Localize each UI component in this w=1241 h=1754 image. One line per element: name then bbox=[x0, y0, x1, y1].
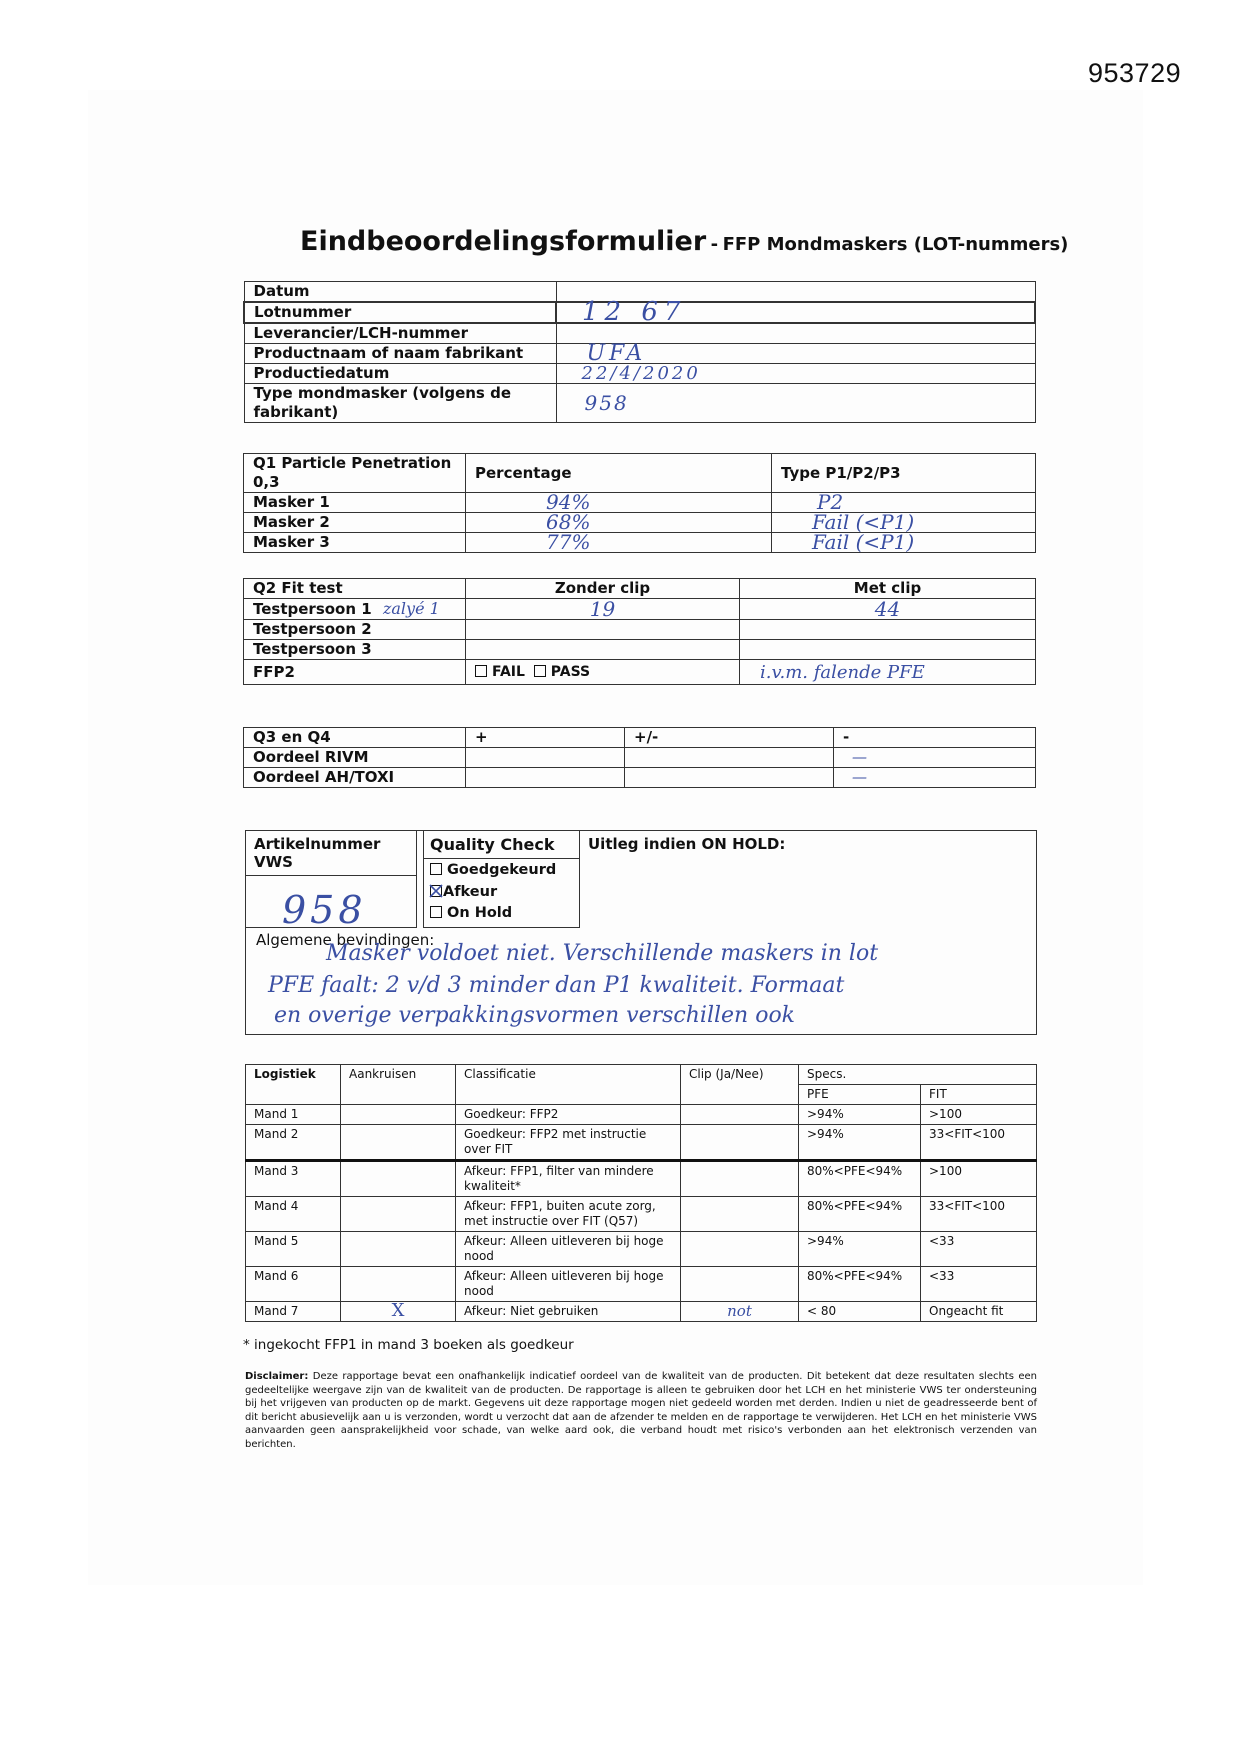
q2-header: Q2 Fit test bbox=[244, 579, 466, 599]
value-type-mondmasker: 958 bbox=[556, 384, 1035, 423]
row-productiedatum bbox=[244, 364, 1035, 384]
fail-checkbox[interactable] bbox=[475, 665, 487, 677]
q3-row-ahtoxi bbox=[244, 768, 1036, 788]
pass-label: PASS bbox=[550, 663, 591, 680]
title-dash: - bbox=[710, 234, 719, 255]
q1-col-type: Type P1/P2/P3 bbox=[772, 454, 1036, 493]
q2-with-testpersoon-1: 44 bbox=[740, 599, 1036, 620]
q2-label-testpersoon-2: Testpersoon 2 bbox=[244, 620, 466, 640]
findings-cell bbox=[246, 927, 1036, 1034]
q2-col-with: Met clip bbox=[740, 579, 1036, 599]
afkeur-checkbox[interactable] bbox=[430, 885, 442, 897]
mand-1-label: Mand 1 bbox=[246, 1105, 341, 1125]
value-lotnummer: 12 67 bbox=[556, 302, 1035, 323]
q1-row-masker-3 bbox=[244, 533, 1036, 553]
logistics-row-mand-6 bbox=[246, 1267, 1037, 1302]
row-lotnummer bbox=[244, 302, 1035, 323]
q1-header-row bbox=[244, 454, 1036, 493]
q2-label-testpersoon-1-text: Testpersoon 1 bbox=[253, 600, 372, 618]
option-afkeur[interactable] bbox=[424, 882, 579, 903]
mand-5-pfe: >94% bbox=[799, 1232, 921, 1267]
logistics-header-row bbox=[246, 1065, 1037, 1085]
q3-col-plusminus: +/- bbox=[625, 728, 834, 748]
q3-table bbox=[243, 727, 1036, 788]
q2-ffp2-checks bbox=[466, 660, 740, 685]
q3-label-rivm: Oordeel RIVM bbox=[244, 748, 466, 768]
goedgekeurd-label: Goedgekeurd bbox=[447, 862, 557, 878]
label-productnaam: Productnaam of naam fabrikant bbox=[244, 344, 556, 364]
mand-1-clip bbox=[681, 1105, 799, 1125]
mand-5-label: Mand 5 bbox=[246, 1232, 341, 1267]
mand-3-fit: >100 bbox=[921, 1161, 1037, 1197]
q2-ffp2-note: i.v.m. falende PFE bbox=[740, 660, 1036, 685]
logistics-row-mand-1 bbox=[246, 1105, 1037, 1125]
mand-2-mark bbox=[341, 1125, 456, 1161]
on-hold-label: On Hold bbox=[447, 905, 513, 921]
q1-label-masker-2: Masker 2 bbox=[244, 513, 466, 533]
logistics-row-mand-2 bbox=[246, 1125, 1037, 1161]
title-sub: FFP Mondmaskers (LOT-nummers) bbox=[722, 234, 1069, 255]
mand-6-fit: <33 bbox=[921, 1267, 1037, 1302]
mand-2-fit: 33<FIT<100 bbox=[921, 1125, 1037, 1161]
onhold-label: Uitleg indien ON HOLD: bbox=[588, 835, 786, 853]
disclaimer bbox=[245, 1370, 1037, 1451]
mand-6-classificatie: Afkeur: Alleen uitleveren bij hoge nood bbox=[456, 1267, 681, 1302]
mand-7-mark: X bbox=[341, 1302, 456, 1322]
mand-2-clip bbox=[681, 1125, 799, 1161]
q3-rivm-plus bbox=[466, 748, 625, 768]
quality-check-block bbox=[245, 830, 1037, 1035]
findings-line-1: Masker voldoet niet. Verschillende maskers in lot bbox=[326, 941, 879, 966]
q1-col-percentage: Percentage bbox=[466, 454, 772, 493]
artikelnummer-label: Artikelnummer VWS bbox=[246, 831, 416, 876]
q1-row-masker-2 bbox=[244, 513, 1036, 533]
pass-checkbox[interactable] bbox=[534, 665, 546, 677]
mand-1-mark bbox=[341, 1105, 456, 1125]
findings-line-2: PFE faalt: 2 v/d 3 minder dan P1 kwaliteit. Formaat bbox=[268, 973, 845, 998]
mand-3-classificatie: Afkeur: FFP1, filter van mindere kwaliteit* bbox=[456, 1161, 681, 1197]
document-id: 953729 bbox=[1088, 58, 1182, 88]
logistics-row-mand-4 bbox=[246, 1197, 1037, 1232]
mand-6-clip bbox=[681, 1267, 799, 1302]
q3-rivm-minus: — bbox=[834, 748, 1036, 768]
findings-line-3: en overige verpakkingsvormen verschillen ook bbox=[274, 1003, 796, 1028]
q1-percentage-masker-1: 94% bbox=[466, 493, 772, 513]
mand-7-pfe: < 80 bbox=[799, 1302, 921, 1322]
header-aankruisen: Aankruisen bbox=[341, 1065, 456, 1105]
disclaimer-label: Disclaimer: bbox=[245, 1371, 309, 1382]
q1-label-masker-1: Masker 1 bbox=[244, 493, 466, 513]
label-type-mondmasker: Type mondmasker (volgens de fabrikant) bbox=[244, 384, 556, 423]
q2-row-testpersoon-1 bbox=[244, 599, 1036, 620]
q2-without-testpersoon-1: 19 bbox=[466, 599, 740, 620]
logistics-row-mand-3 bbox=[246, 1161, 1037, 1197]
mand-7-classificatie: Afkeur: Niet gebruiken bbox=[456, 1302, 681, 1322]
mand-4-mark bbox=[341, 1197, 456, 1232]
check-mark-icon bbox=[429, 884, 443, 898]
q1-row-masker-1 bbox=[244, 493, 1036, 513]
mand-3-mark bbox=[341, 1161, 456, 1197]
afkeur-label: Afkeur bbox=[443, 884, 498, 900]
mand-2-label: Mand 2 bbox=[246, 1125, 341, 1161]
general-info-table bbox=[243, 281, 1036, 423]
q1-header: Q1 Particle Penetration 0,3 bbox=[244, 454, 466, 493]
logistics-table bbox=[245, 1064, 1037, 1322]
row-type-mondmasker bbox=[244, 384, 1035, 423]
header-classificatie: Classificatie bbox=[456, 1065, 681, 1105]
mand-5-clip bbox=[681, 1232, 799, 1267]
q3-row-rivm bbox=[244, 748, 1036, 768]
artikelnummer-value: 958 bbox=[282, 888, 367, 932]
header-clip: Clip (Ja/Nee) bbox=[681, 1065, 799, 1105]
on-hold-checkbox[interactable] bbox=[430, 906, 442, 918]
mand-6-pfe: 80%<PFE<94% bbox=[799, 1267, 921, 1302]
goedgekeurd-checkbox[interactable] bbox=[430, 863, 442, 875]
quality-check-label: Quality Check bbox=[424, 831, 579, 859]
mand-3-label: Mand 3 bbox=[246, 1161, 341, 1197]
label-datum: Datum bbox=[244, 282, 556, 303]
mand-4-clip bbox=[681, 1197, 799, 1232]
header-specs: Specs. bbox=[799, 1065, 1037, 1085]
mand-7-fit: Ongeacht fit bbox=[921, 1302, 1037, 1322]
artikelnummer-cell bbox=[246, 831, 417, 932]
q1-type-masker-3: Fail (<P1) bbox=[772, 533, 1036, 553]
mand-4-classificatie: Afkeur: FFP1, buiten acute zorg, met instructie over FIT (Q57) bbox=[456, 1197, 681, 1232]
onhold-explanation-cell bbox=[578, 831, 1036, 927]
q3-header: Q3 en Q4 bbox=[244, 728, 466, 748]
disclaimer-text: Deze rapportage bevat een onafhankelijk indicatief oordeel van de kwaliteit van de producten. Dit betekent dat deze resultaten slechts een gedeeltelijke weergave zijn van de kwaliteit van de producten. De rapportage is alleen te gebruiken door het LCH en het ministerie VWS ter ondersteuning bij het vrijgeven van producten op de markt. Gegevens uit deze rapportage mogen niet gedeeld worden met derden. Indien u niet de geadresseerde bent of dit bericht abusievelijk aan u is verzonden, wordt u verzocht dat aan de afzender te melden en de rapportage te verwijderen. Het LCH en het ministerie VWS aanvaarden geen aansprakelijkheid voor schade, van welke aard ook, die verband houdt met risico's verbonden aan het elektronisch verzenden van berichten. bbox=[245, 1371, 1037, 1450]
fail-label: FAIL bbox=[492, 663, 525, 680]
mand-1-pfe: >94% bbox=[799, 1105, 921, 1125]
q1-label-masker-3: Masker 3 bbox=[244, 533, 466, 553]
label-lotnummer: Lotnummer bbox=[244, 302, 556, 323]
q2-label-ffp2: FFP2 bbox=[244, 660, 466, 685]
mand-6-mark bbox=[341, 1267, 456, 1302]
q3-col-plus: + bbox=[466, 728, 625, 748]
q2-with-testpersoon-2 bbox=[740, 620, 1036, 640]
page-title bbox=[300, 226, 1068, 257]
label-productiedatum: Productiedatum bbox=[244, 364, 556, 384]
q2-header-row bbox=[244, 579, 1036, 599]
logistics-row-mand-7 bbox=[246, 1302, 1037, 1322]
q2-row-testpersoon-3 bbox=[244, 640, 1036, 660]
title-main: Eindbeoordelingsformulier bbox=[300, 226, 707, 257]
q2-table bbox=[243, 578, 1036, 685]
q3-header-row bbox=[244, 728, 1036, 748]
mand-5-classificatie: Afkeur: Alleen uitleveren bij hoge nood bbox=[456, 1232, 681, 1267]
q3-rivm-plusminus bbox=[625, 748, 834, 768]
mand-5-fit: <33 bbox=[921, 1232, 1037, 1267]
q3-ahtoxi-minus: — bbox=[834, 768, 1036, 788]
q2-with-testpersoon-3 bbox=[740, 640, 1036, 660]
findings-label: Algemene bevindingen: bbox=[256, 931, 435, 949]
value-productiedatum: 22/4/2020 bbox=[556, 364, 1035, 384]
mand-2-classificatie: Goedkeur: FFP2 met instructie over FIT bbox=[456, 1125, 681, 1161]
option-goedgekeurd[interactable] bbox=[424, 859, 579, 882]
value-productnaam: UFA bbox=[556, 344, 1035, 364]
mand-2-pfe: >94% bbox=[799, 1125, 921, 1161]
quality-check-cell bbox=[423, 831, 580, 928]
header-fit: FIT bbox=[921, 1085, 1037, 1105]
q1-percentage-masker-2: 68% bbox=[466, 513, 772, 533]
q3-ahtoxi-plus bbox=[466, 768, 625, 788]
q2-label-testpersoon-1 bbox=[244, 599, 466, 620]
mand-4-fit: 33<FIT<100 bbox=[921, 1197, 1037, 1232]
mand-6-label: Mand 6 bbox=[246, 1267, 341, 1302]
mand-7-label: Mand 7 bbox=[246, 1302, 341, 1322]
q2-col-without: Zonder clip bbox=[466, 579, 740, 599]
q3-ahtoxi-plusminus bbox=[625, 768, 834, 788]
mand-7-clip: not bbox=[681, 1302, 799, 1322]
mand-3-pfe: 80%<PFE<94% bbox=[799, 1161, 921, 1197]
q1-table bbox=[243, 453, 1036, 553]
header-pfe: PFE bbox=[799, 1085, 921, 1105]
row-productnaam bbox=[244, 344, 1035, 364]
q2-without-testpersoon-3 bbox=[466, 640, 740, 660]
q3-label-ahtoxi: Oordeel AH/TOXI bbox=[244, 768, 466, 788]
q1-type-masker-1: P2 bbox=[772, 493, 1036, 513]
q2-without-testpersoon-2 bbox=[466, 620, 740, 640]
logistics-row-mand-5 bbox=[246, 1232, 1037, 1267]
q3-col-minus: - bbox=[834, 728, 1036, 748]
footnote: * ingekocht FFP1 in mand 3 boeken als goedkeur bbox=[243, 1337, 574, 1353]
label-leverancier: Leverancier/LCH-nummer bbox=[244, 323, 556, 344]
mand-4-label: Mand 4 bbox=[246, 1197, 341, 1232]
mand-3-clip bbox=[681, 1161, 799, 1197]
q2-label-testpersoon-3: Testpersoon 3 bbox=[244, 640, 466, 660]
mand-1-classificatie: Goedkeur: FFP2 bbox=[456, 1105, 681, 1125]
mand-5-mark bbox=[341, 1232, 456, 1267]
header-logistiek: Logistiek bbox=[246, 1065, 341, 1105]
q2-row-testpersoon-2 bbox=[244, 620, 1036, 640]
mand-4-pfe: 80%<PFE<94% bbox=[799, 1197, 921, 1232]
q2-row-ffp2 bbox=[244, 660, 1036, 685]
q1-type-masker-2: Fail (<P1) bbox=[772, 513, 1036, 533]
q2-note-testpersoon-1: zalyé 1 bbox=[382, 599, 440, 618]
mand-1-fit: >100 bbox=[921, 1105, 1037, 1125]
q1-percentage-masker-3: 77% bbox=[466, 533, 772, 553]
option-on-hold[interactable] bbox=[424, 903, 579, 924]
